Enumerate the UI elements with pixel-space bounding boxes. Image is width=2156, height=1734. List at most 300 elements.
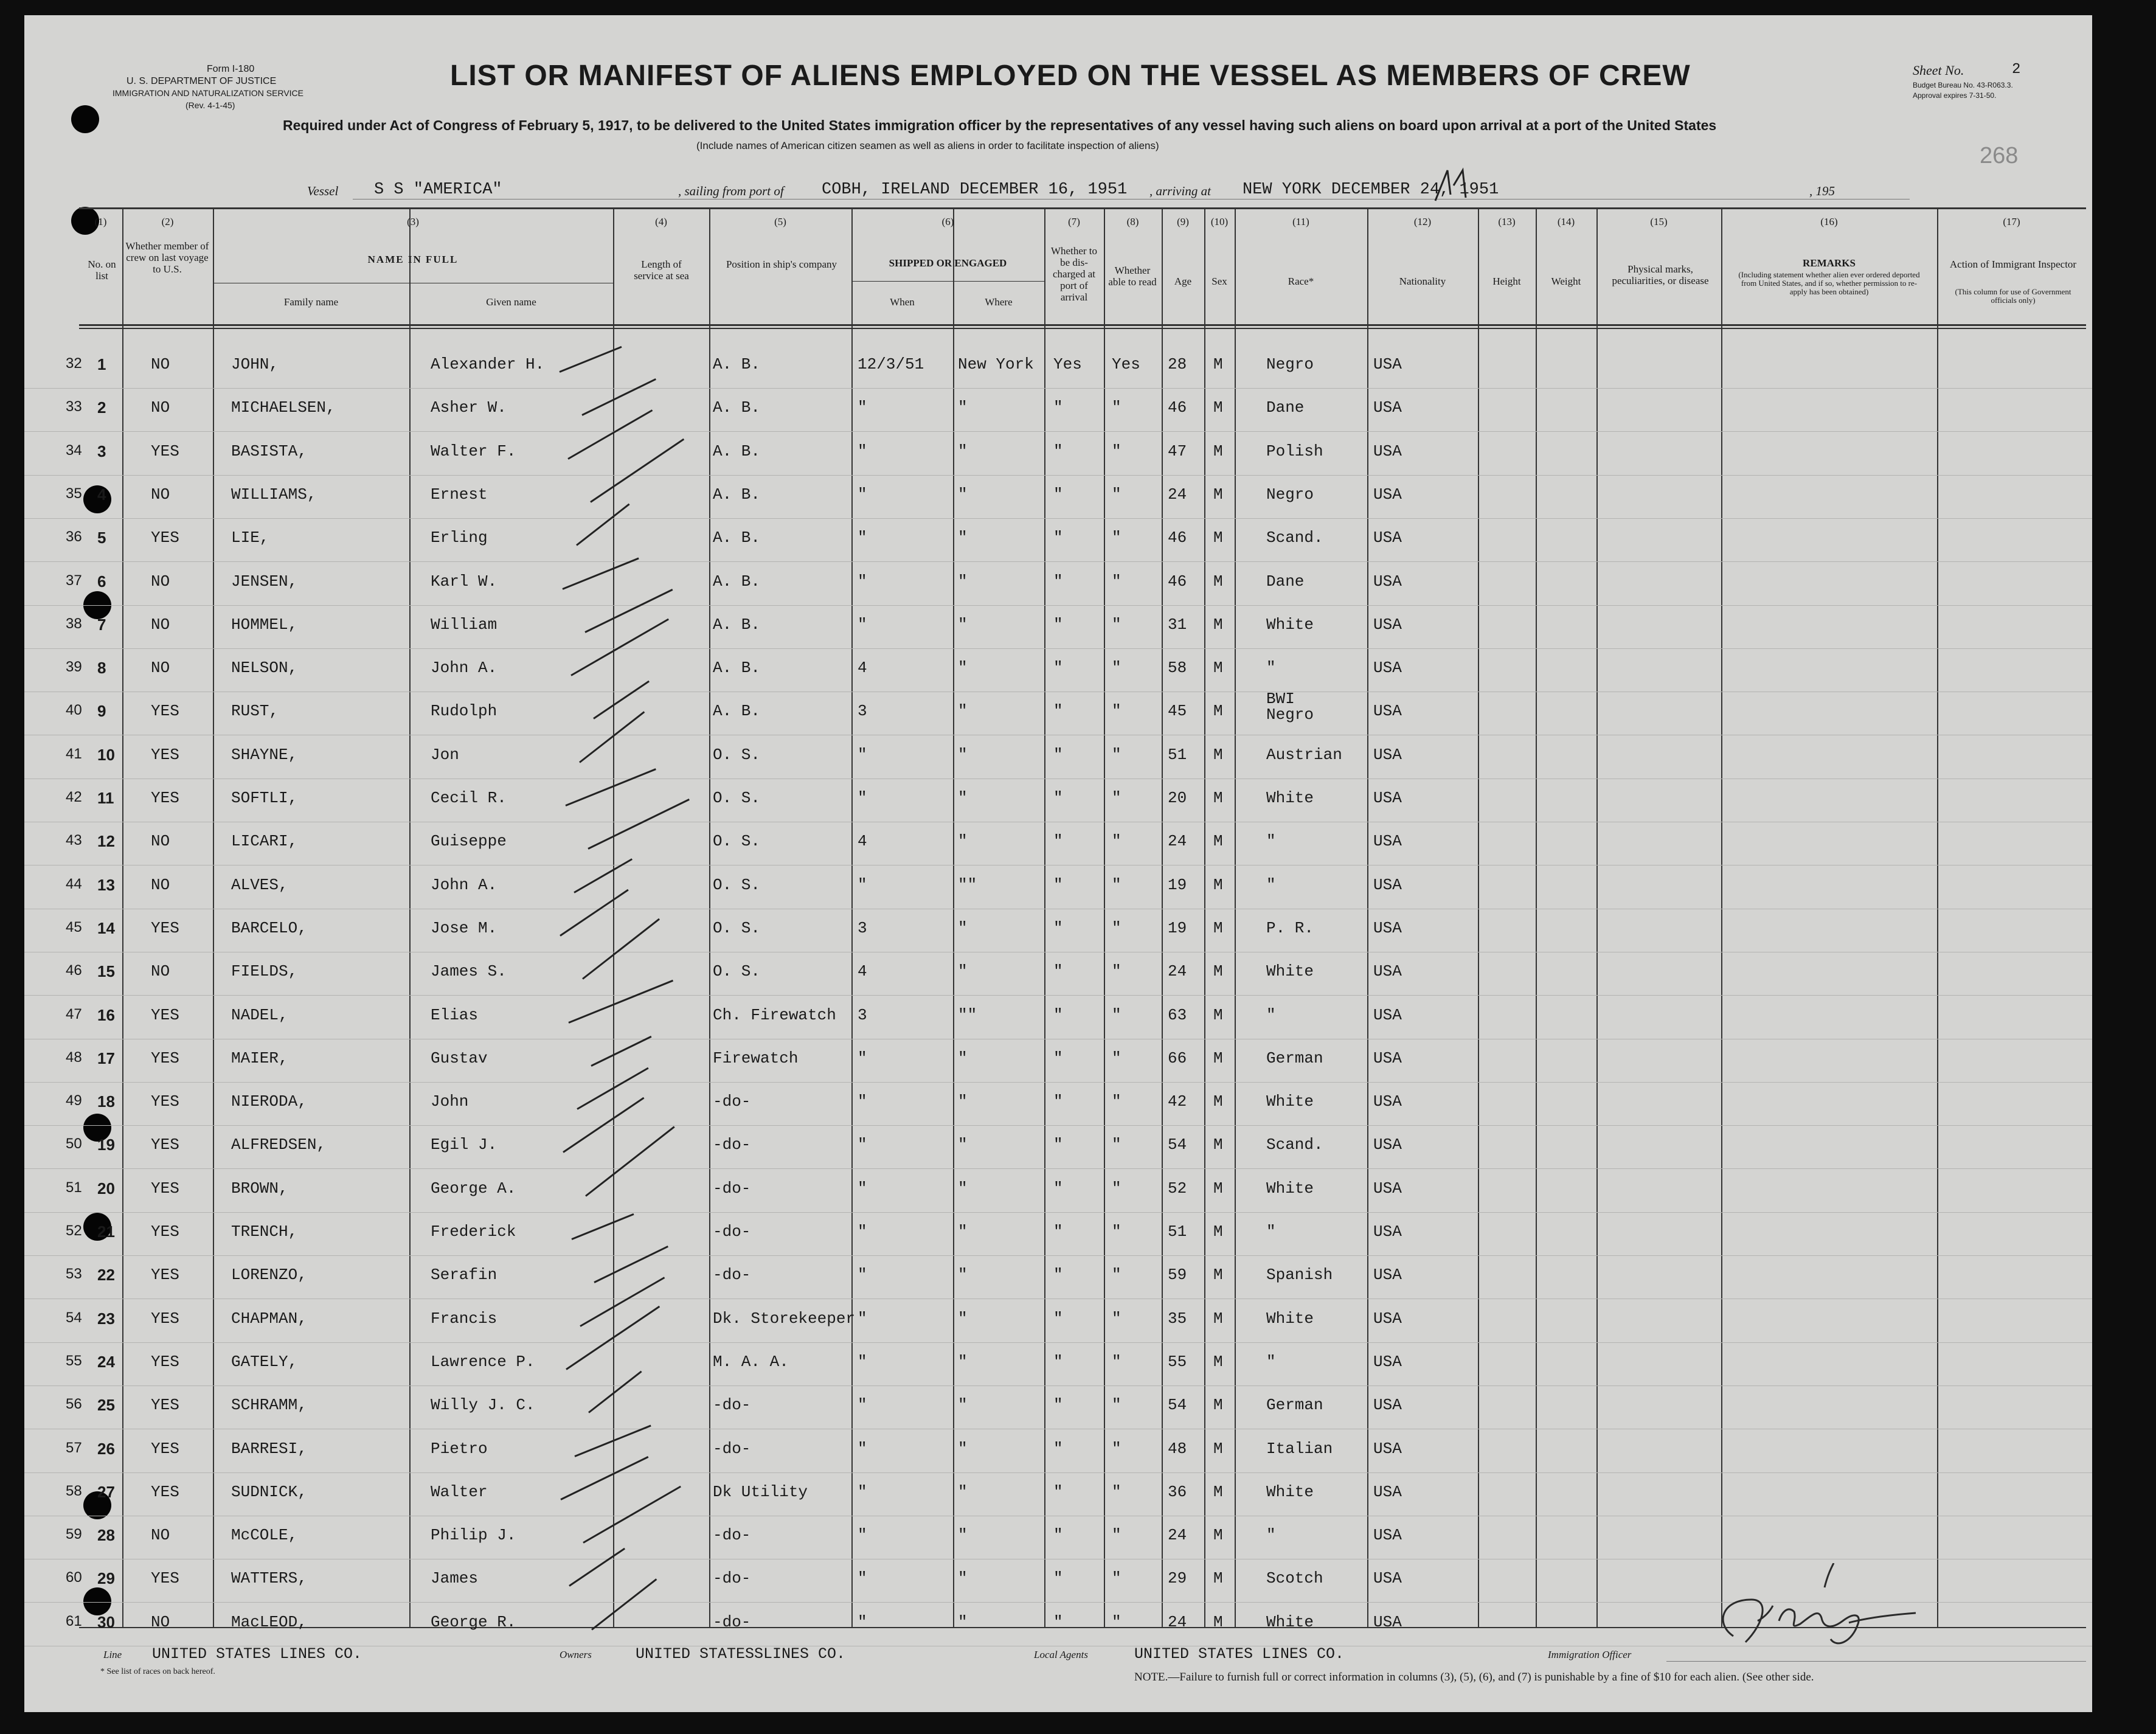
check-mark <box>560 889 629 937</box>
age-cell: 20 <box>1168 789 1187 807</box>
discharged-cell: " <box>1053 442 1063 460</box>
discharged-cell: " <box>1053 1439 1063 1458</box>
family-name-cell: LORENZO, <box>231 1266 307 1285</box>
able-to-read-cell: " <box>1112 1179 1121 1198</box>
age-cell: 59 <box>1168 1266 1187 1285</box>
last-voyage-cell: YES <box>151 918 179 937</box>
nationality-cell: USA <box>1373 1266 1402 1285</box>
nationality-cell: USA <box>1373 615 1402 634</box>
race-cell: White <box>1266 789 1314 807</box>
when-cell: " <box>858 1266 867 1285</box>
row-number: 22 <box>97 1266 115 1285</box>
check-mark <box>591 1578 657 1630</box>
check-mark <box>570 619 669 676</box>
where-cell: " <box>958 1309 968 1328</box>
discharged-cell: " <box>1053 1396 1063 1415</box>
header-race: Race* <box>1288 276 1314 287</box>
margin-line-number: 56 <box>66 1396 82 1413</box>
able-to-read-cell: " <box>1112 1396 1121 1415</box>
position-cell: -do- <box>713 1569 751 1588</box>
margin-line-number: 54 <box>66 1309 82 1326</box>
margin-line-number: 37 <box>66 572 82 589</box>
age-cell: 24 <box>1168 1526 1187 1545</box>
when-cell: " <box>858 1136 867 1154</box>
row-number: 13 <box>97 875 115 894</box>
margin-line-number: 58 <box>66 1482 82 1499</box>
able-to-read-cell: " <box>1112 962 1121 981</box>
position-cell: A. B. <box>713 485 761 504</box>
age-cell: 46 <box>1168 529 1187 547</box>
where-cell: " <box>958 745 968 764</box>
last-voyage-cell: YES <box>151 789 179 807</box>
race-cell: Dane <box>1266 572 1305 591</box>
when-cell: " <box>858 745 867 764</box>
row-number: 7 <box>97 615 106 634</box>
date-correction <box>1429 167 1478 204</box>
row-divider <box>24 1472 2092 1473</box>
sex-cell: M <box>1213 1439 1223 1458</box>
header-weight: Weight <box>1551 276 1581 287</box>
margin-line-number: 38 <box>66 615 82 632</box>
given-name-cell: James <box>431 1569 479 1588</box>
check-mark <box>581 378 656 416</box>
last-voyage-cell: NO <box>151 355 170 373</box>
position-cell: -do- <box>713 1179 751 1198</box>
margin-line-number: 46 <box>66 962 82 979</box>
where-cell: " <box>958 1179 968 1198</box>
position-cell: A. B. <box>713 529 761 547</box>
last-voyage-cell: NO <box>151 1526 170 1545</box>
sex-cell: M <box>1213 1569 1223 1588</box>
given-name-cell: Frederick <box>431 1222 516 1241</box>
margin-line-number: 43 <box>66 832 82 849</box>
sex-cell: M <box>1213 962 1223 981</box>
able-to-read-cell: " <box>1112 1049 1121 1067</box>
given-name-cell: Elias <box>431 1005 479 1024</box>
able-to-read-cell: " <box>1112 745 1121 764</box>
discharged-cell: " <box>1053 1309 1063 1328</box>
given-name-cell: Alexander H. <box>431 355 545 373</box>
nationality-cell: USA <box>1373 789 1402 807</box>
family-name-cell: LIE, <box>231 529 269 547</box>
header-bottom-border-2 <box>79 328 2086 329</box>
family-name-cell: MacLEOD, <box>231 1612 307 1631</box>
race-cell: Negro <box>1266 485 1314 504</box>
header-action: Action of Immigrant Inspector <box>1949 258 2077 270</box>
column-number: (9) <box>1177 216 1189 227</box>
race-cell: Negro <box>1266 355 1314 373</box>
row-divider <box>24 1168 2092 1169</box>
header-action-note: (This column for use of Government officials only) <box>1955 287 2071 305</box>
nationality-cell: USA <box>1373 442 1402 460</box>
check-mark <box>574 858 633 893</box>
able-to-read-cell: " <box>1112 789 1121 807</box>
column-number: (8) <box>1126 216 1139 227</box>
when-cell: " <box>858 1569 867 1588</box>
column-divider <box>709 207 710 1628</box>
sheet-label: Sheet No. <box>1913 63 1964 78</box>
race-cell: White <box>1266 1179 1314 1198</box>
where-cell: " <box>958 1352 968 1371</box>
row-divider <box>24 1125 2092 1126</box>
last-voyage-cell: YES <box>151 702 179 721</box>
nationality-cell: USA <box>1373 659 1402 678</box>
able-to-read-cell: " <box>1112 398 1121 417</box>
race-cell: German <box>1266 1049 1323 1067</box>
margin-line-number: 35 <box>66 485 82 502</box>
row-number: 27 <box>97 1482 115 1501</box>
family-name-cell: NELSON, <box>231 659 298 678</box>
age-cell: 47 <box>1168 442 1187 460</box>
able-to-read-cell: " <box>1112 832 1121 851</box>
position-cell: O. S. <box>713 832 761 851</box>
race-cell: Austrian <box>1266 745 1342 764</box>
line-value: UNITED STATES LINES CO. <box>152 1645 362 1663</box>
discharged-cell: " <box>1053 918 1063 937</box>
column-number: (17) <box>2003 216 2020 227</box>
column-divider <box>613 207 614 1628</box>
position-cell: -do- <box>713 1136 751 1154</box>
where-cell: " <box>958 485 968 504</box>
race-cell: White <box>1266 1309 1314 1328</box>
last-voyage-cell: NO <box>151 398 170 417</box>
row-divider <box>24 388 2092 389</box>
position-cell: A. B. <box>713 615 761 634</box>
row-number: 4 <box>97 485 106 504</box>
when-cell: " <box>858 1396 867 1415</box>
age-cell: 51 <box>1168 745 1187 764</box>
margin-line-number: 42 <box>66 789 82 805</box>
age-cell: 19 <box>1168 875 1187 894</box>
where-cell: New York <box>958 355 1034 373</box>
margin-line-number: 32 <box>66 355 82 372</box>
races-note: * See list of races on back hereof. <box>100 1667 215 1676</box>
race-cell: White <box>1266 615 1314 634</box>
given-name-cell: Jon <box>431 745 459 764</box>
column-number: (15) <box>1650 216 1668 227</box>
column-number: (16) <box>1820 216 1838 227</box>
nationality-cell: USA <box>1373 1005 1402 1024</box>
check-mark <box>567 409 653 460</box>
race-cell: Polish <box>1266 442 1323 460</box>
row-number: 21 <box>97 1222 115 1241</box>
check-mark <box>582 918 660 980</box>
last-voyage-cell: NO <box>151 615 170 634</box>
column-divider <box>1596 207 1598 1628</box>
check-mark <box>565 768 656 806</box>
column-number: (10) <box>1210 216 1229 227</box>
row-divider <box>24 561 2092 562</box>
where-cell: "" <box>958 875 977 894</box>
row-number: 11 <box>97 789 114 807</box>
row-number: 26 <box>97 1439 115 1458</box>
approval-expires: Approval expires 7-31-50. <box>1913 91 1997 100</box>
revision: (Rev. 4-1-45) <box>185 100 235 110</box>
column-divider <box>1937 207 1938 1628</box>
form-subtitle: Required under Act of Congress of February 5, 1917, to be delivered to the United States immigration officer by the representatives of any vessel having such aliens on board upon arrival at a port of the United States <box>283 117 1717 133</box>
where-cell: " <box>958 1439 968 1458</box>
column-divider <box>1104 207 1105 1628</box>
last-voyage-cell: YES <box>151 1049 179 1067</box>
age-cell: 24 <box>1168 832 1187 851</box>
check-mark <box>580 1277 665 1327</box>
punch-hole <box>83 1587 111 1615</box>
footer-note: NOTE.—Failure to furnish full or correct information in columns (3), (5), (6), and (7) is punishable by a fine of $10 for each alien. (See other side. <box>1134 1671 1814 1684</box>
department: U. S. DEPARTMENT OF JUSTICE <box>127 76 277 86</box>
family-name-cell: LICARI, <box>231 832 298 851</box>
margin-line-number: 34 <box>66 442 82 459</box>
race-cell: Scand. <box>1266 529 1323 547</box>
nationality-cell: USA <box>1373 1526 1402 1545</box>
sailing-from: COBH, IRELAND DECEMBER 16, 1951 <box>822 181 1128 199</box>
check-mark <box>594 1246 668 1283</box>
nationality-cell: USA <box>1373 355 1402 373</box>
position-cell: O. S. <box>713 875 761 894</box>
column-number: (3) <box>407 216 419 227</box>
race-cell: White <box>1266 1612 1314 1631</box>
family-name-cell: JOHN, <box>231 355 279 373</box>
age-cell: 46 <box>1168 572 1187 591</box>
discharged-cell: " <box>1053 615 1063 634</box>
margin-line-number: 57 <box>66 1439 82 1456</box>
family-name-cell: McCOLE, <box>231 1526 298 1545</box>
sex-cell: M <box>1213 442 1223 460</box>
when-cell: " <box>858 529 867 547</box>
nationality-cell: USA <box>1373 1396 1402 1415</box>
nationality-cell: USA <box>1373 1439 1402 1458</box>
last-voyage-cell: NO <box>151 832 170 851</box>
column-number: (14) <box>1557 216 1575 227</box>
where-cell: " <box>958 1092 968 1111</box>
where-cell: " <box>958 832 968 851</box>
able-to-read-cell: " <box>1112 1309 1121 1328</box>
nationality-cell: USA <box>1373 529 1402 547</box>
position-cell: Dk Utility <box>713 1482 808 1501</box>
when-cell: 3 <box>858 918 867 937</box>
last-voyage-cell: YES <box>151 1179 179 1198</box>
position-cell: O. S. <box>713 745 761 764</box>
row-number: 6 <box>97 572 106 591</box>
where-cell: " <box>958 1049 968 1067</box>
able-to-read-cell: " <box>1112 1352 1121 1371</box>
header-family-name: Family name <box>283 296 339 308</box>
column-number: (2) <box>161 216 174 227</box>
row-number: 29 <box>97 1569 115 1588</box>
vessel-label: Vessel <box>307 184 339 198</box>
family-name-cell: SOFTLI, <box>231 789 298 807</box>
race-cell: German <box>1266 1396 1323 1415</box>
able-to-read-cell: " <box>1112 1612 1121 1631</box>
check-mark <box>584 589 673 633</box>
nationality-cell: USA <box>1373 1612 1402 1631</box>
header-discharged: Whether to be dis-charged at port of arrival <box>1051 245 1097 303</box>
given-name-cell: Jose M. <box>431 918 497 937</box>
margin-line-number: 49 <box>66 1092 82 1109</box>
row-number: 25 <box>97 1396 115 1415</box>
race-cell: P. R. <box>1266 918 1314 937</box>
position-cell: Ch. Firewatch <box>713 1005 836 1024</box>
when-cell: " <box>858 1309 867 1328</box>
age-cell: 31 <box>1168 615 1187 634</box>
family-name-cell: BARCELO, <box>231 918 307 937</box>
column-number: (4) <box>655 216 667 227</box>
check-mark <box>585 1126 675 1196</box>
race-cell: Scand. <box>1266 1136 1323 1154</box>
header-member-last-voyage: Whether member of crew on last voyage to U.S. <box>125 240 209 275</box>
last-voyage-cell: YES <box>151 1266 179 1285</box>
position-cell: -do- <box>713 1612 751 1631</box>
age-cell: 55 <box>1168 1352 1187 1371</box>
sex-cell: M <box>1213 1396 1223 1415</box>
nationality-cell: USA <box>1373 745 1402 764</box>
column-divider <box>122 207 123 1628</box>
discharged-cell: Yes <box>1053 355 1082 373</box>
header-height: Height <box>1492 276 1521 287</box>
race-cell: White <box>1266 1482 1314 1501</box>
where-cell: " <box>958 1569 968 1588</box>
nationality-cell: USA <box>1373 875 1402 894</box>
age-cell: 29 <box>1168 1569 1187 1588</box>
family-name-cell: BARRESI, <box>231 1439 307 1458</box>
last-voyage-cell: YES <box>151 1005 179 1024</box>
position-cell: -do- <box>713 1266 751 1285</box>
where-cell: " <box>958 659 968 678</box>
check-mark <box>591 1036 651 1067</box>
where-cell: " <box>958 1266 968 1285</box>
family-name-cell: NIERODA, <box>231 1092 307 1111</box>
given-name-cell: Cecil R. <box>431 789 507 807</box>
sex-cell: M <box>1213 1266 1223 1285</box>
where-cell: " <box>958 1612 968 1631</box>
nationality-cell: USA <box>1373 1049 1402 1067</box>
discharged-cell: " <box>1053 1092 1063 1111</box>
owners-label: Owners <box>560 1649 592 1660</box>
family-name-cell: SUDNICK, <box>231 1482 307 1501</box>
where-cell: " <box>958 1482 968 1501</box>
discharged-cell: " <box>1053 529 1063 547</box>
race-cell: " <box>1266 875 1276 894</box>
sex-cell: M <box>1213 659 1223 678</box>
position-cell: O. S. <box>713 918 761 937</box>
last-voyage-cell: YES <box>151 529 179 547</box>
position-cell: A. B. <box>713 398 761 417</box>
sex-cell: M <box>1213 1526 1223 1545</box>
family-name-cell: RUST, <box>231 702 279 721</box>
header-shipped-engaged: SHIPPED OR ENGAGED <box>889 257 1007 269</box>
margin-line-number: 61 <box>66 1612 82 1629</box>
family-name-cell: MAIER, <box>231 1049 288 1067</box>
family-name-cell: SHAYNE, <box>231 745 298 764</box>
header-sex: Sex <box>1211 276 1227 287</box>
column-number: (11) <box>1292 216 1309 227</box>
year-suffix: , 195 <box>1809 184 1835 198</box>
position-cell: A. B. <box>713 355 761 373</box>
position-cell: A. B. <box>713 659 761 678</box>
row-number: 30 <box>97 1612 115 1631</box>
position-cell: -do- <box>713 1526 751 1545</box>
able-to-read-cell: " <box>1112 659 1121 678</box>
when-cell: " <box>858 615 867 634</box>
header-no-on-list: No. on list <box>88 258 116 282</box>
able-to-read-cell: " <box>1112 702 1121 721</box>
row-number: 20 <box>97 1179 115 1198</box>
punch-hole <box>71 105 99 133</box>
row-number: 28 <box>97 1526 115 1545</box>
given-name-cell: Ernest <box>431 485 488 504</box>
discharged-cell: " <box>1053 832 1063 851</box>
discharged-cell: " <box>1053 702 1063 721</box>
sailing-label: , sailing from port of <box>678 184 784 198</box>
given-name-cell: John <box>431 1092 469 1111</box>
nationality-cell: USA <box>1373 485 1402 504</box>
family-name-cell: JENSEN, <box>231 572 298 591</box>
age-cell: 54 <box>1168 1136 1187 1154</box>
discharged-cell: " <box>1053 1266 1063 1285</box>
able-to-read-cell: " <box>1112 1266 1121 1285</box>
service: IMMIGRATION AND NATURALIZATION SERVICE <box>113 88 303 98</box>
discharged-cell: " <box>1053 1136 1063 1154</box>
column-number: (13) <box>1498 216 1516 227</box>
nationality-cell: USA <box>1373 1222 1402 1241</box>
column-divider <box>1162 207 1163 1628</box>
sex-cell: M <box>1213 1482 1223 1501</box>
position-cell: -do- <box>713 1092 751 1111</box>
given-name-cell: John A. <box>431 875 497 894</box>
check-mark <box>568 979 673 1023</box>
where-cell: " <box>958 1396 968 1415</box>
family-name-cell: CHAPMAN, <box>231 1309 307 1328</box>
sex-cell: M <box>1213 615 1223 634</box>
check-mark <box>583 1486 681 1544</box>
position-cell: Firewatch <box>713 1049 799 1067</box>
check-mark <box>588 1371 642 1413</box>
sheet-number: 2 <box>2012 61 2021 78</box>
column-divider <box>1204 207 1205 1628</box>
age-cell: 35 <box>1168 1309 1187 1328</box>
nationality-cell: USA <box>1373 1569 1402 1588</box>
row-divider <box>24 1255 2092 1256</box>
discharged-cell: " <box>1053 745 1063 764</box>
where-cell: "" <box>958 1005 977 1024</box>
when-cell: " <box>858 398 867 417</box>
family-name-cell: HOMMEL, <box>231 615 298 634</box>
age-cell: 36 <box>1168 1482 1187 1501</box>
where-cell: " <box>958 962 968 981</box>
last-voyage-cell: NO <box>151 572 170 591</box>
last-voyage-cell: NO <box>151 875 170 894</box>
column-number: (6) <box>941 216 954 227</box>
when-cell: " <box>858 875 867 894</box>
row-number: 12 <box>97 832 115 851</box>
discharged-cell: " <box>1053 398 1063 417</box>
row-number: 16 <box>97 1005 115 1024</box>
row-divider <box>24 648 2092 649</box>
discharged-cell: " <box>1053 1049 1063 1067</box>
given-name-cell: Erling <box>431 529 488 547</box>
where-cell: " <box>958 572 968 591</box>
family-name-cell: GATELY, <box>231 1352 298 1371</box>
where-cell: " <box>958 398 968 417</box>
check-mark <box>588 799 690 850</box>
sex-cell: M <box>1213 702 1223 721</box>
family-name-cell: BROWN, <box>231 1179 288 1198</box>
position-cell: A. B. <box>713 442 761 460</box>
when-cell: " <box>858 442 867 460</box>
row-number: 9 <box>97 702 106 721</box>
arriving-label: , arriving at <box>1149 184 1211 198</box>
age-cell: 45 <box>1168 702 1187 721</box>
row-number: 2 <box>97 398 106 417</box>
